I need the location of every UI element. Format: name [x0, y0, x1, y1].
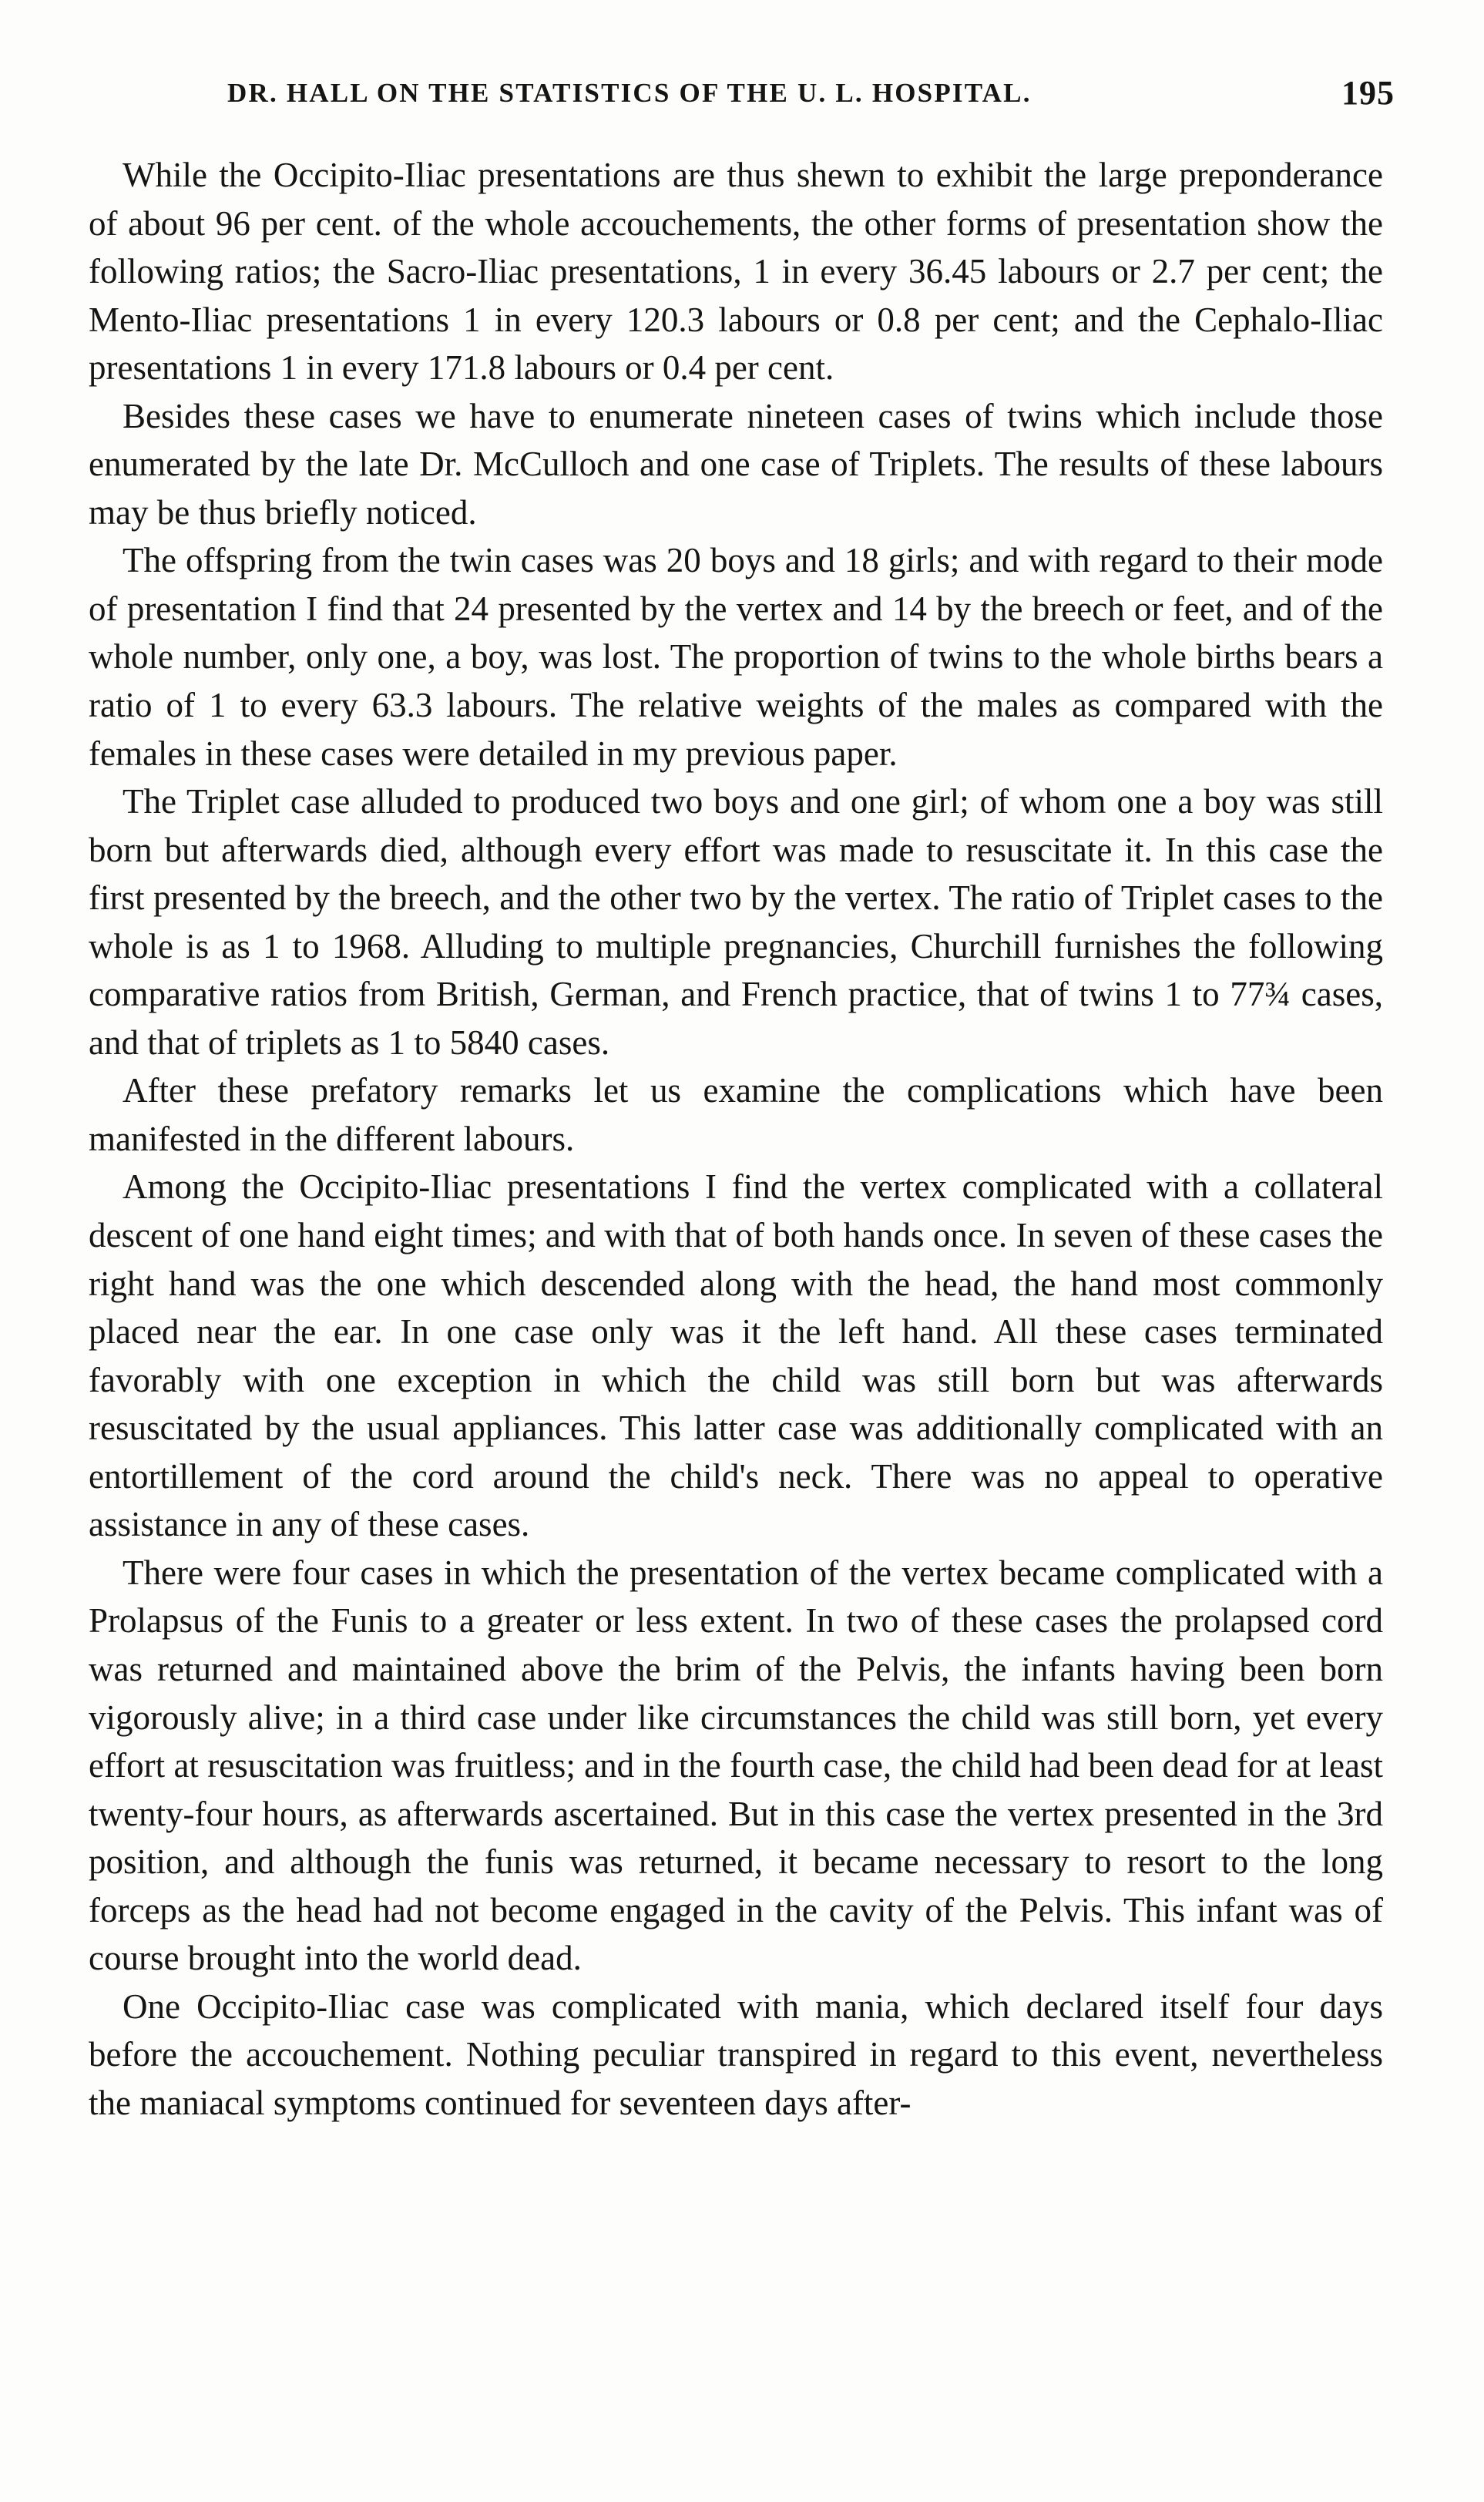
running-head — [92, 74, 1395, 120]
page-number: 195 — [1341, 74, 1395, 112]
running-title: DR. HALL ON THE STATISTICS OF THE U. L. HOSPITAL. — [227, 78, 1032, 108]
paragraph-twins-triplets: Besides these cases we have to enumerate nineteen cases of twins which include those enumerated by the late Dr. McCulloch and one case of Triplets. The results of these labours may be thus briefly noticed. — [89, 396, 1383, 532]
paragraph-presentation-ratios: While the Occipito-Iliac presentations are thus shewn to exhibit the large preponderance of about 96 per cent. of the whole accouchements, the other forms of presentation show the following ratios; the Sacro-Iliac presentations, 1 in every 36.45 labours or 2.7 per cent; the Mento-Iliac presentations 1 in every 120.3 labours or 0.8 per cent; and the Cephalo-Iliac presentations 1 in every 171.8 labours or 0.4 per cent. — [89, 156, 1383, 388]
paragraph-complications-intro: After these prefatory remarks let us examine the complications which have been manifested in the different labours. — [89, 1071, 1383, 1158]
paragraph-prolapsus-funis: There were four cases in which the presentation of the vertex became complicated with a Prolapsus of the Funis to a greater or less extent. In two of these cases the prolapsed cord was returned and maintained above the brim of the Pelvis, the infants having been born vigorously alive; in a third case under like circumstances the child was still born, yet every effort at resuscitation was fruitless; and in the fourth case, the child had been dead for at least twenty-four hours, as afterwards ascertained. But in this case the vertex presented in the 3rd position, and although the funis was returned, it became necessary to resort to the long forceps as the head had not become engaged in the cavity of the Pelvis. This infant was of course brought into the world dead. — [89, 1553, 1383, 1978]
paragraph-triplet-case: The Triplet case alluded to produced two boys and one girl; of whom one a boy was still born but afterwards died, although every effort was made to resuscitate it. In this case the first presented by the breech, and the other two by the vertex. The ratio of Triplet cases to the whole is as 1 to 1968. Alluding to multiple pregnancies, Churchill furnishes the following comparative ratios from British, German, and French practice, that of twins 1 to 77¾ cases, and that of triplets as 1 to 5840 cases. — [89, 782, 1383, 1062]
paragraph-twin-offspring: The offspring from the twin cases was 20 boys and 18 girls; and with regard to their mode of presentation I find that 24 presented by the vertex and 14 by the breech or feet, and of the whole number, only one, a boy, was lost. The proportion of twins to the whole births bears a ratio of 1 to every 63.3 labours. The relative weights of the males as compared with the females in these cases were detailed in my previous paper. — [89, 541, 1383, 773]
paragraph-mania-case: One Occipito-Iliac case was complicated with mania, which declared itself four days before the accouchement. Nothing peculiar transpired in regard to this event, nevertheless the maniacal symptoms continued for seventeen days after- — [89, 1986, 1383, 2122]
body-text — [89, 151, 1383, 2127]
paragraph-hand-descent: Among the Occipito-Iliac presentations I find the vertex complicated with a collateral descent of one hand eight times; and with that of both hands once. In seven of these cases the right hand was the one which descended along with the head, the hand most commonly placed near the ear. In one case only was it the left hand. All these cases terminated favorably with one exception in which the child was still born but was afterwards resuscitated by the usual appliances. This latter case was additionally complicated with an entortillement of the cord around the child's neck. There was no appeal to operative assistance in any of these cases. — [89, 1167, 1383, 1544]
